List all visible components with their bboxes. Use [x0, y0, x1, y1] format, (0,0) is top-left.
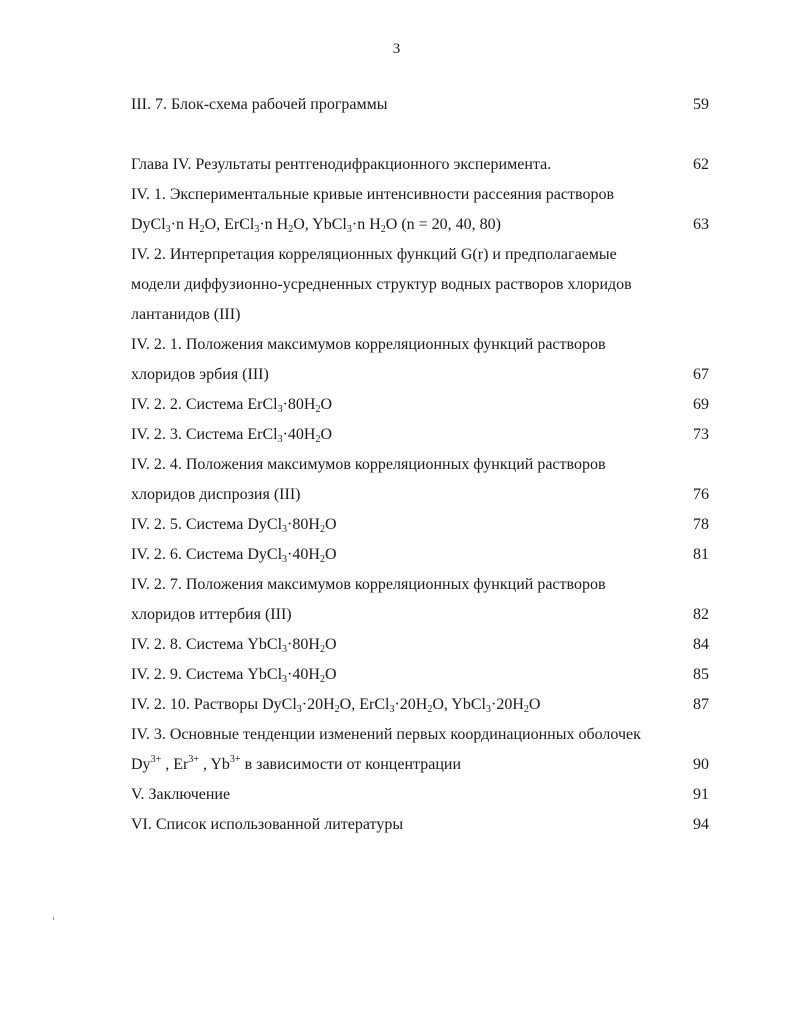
toc-entry: [131, 330, 711, 360]
toc-entry: [131, 390, 711, 420]
toc-entry-title: IV. 3. Основные тенденции изменений первых координационных оболочек: [131, 726, 641, 743]
toc-entry-page: 78: [693, 516, 709, 533]
toc-entry-title: IV. 2. 7. Положения максимумов корреляционных функций растворов: [131, 576, 606, 593]
toc-entry: [131, 300, 711, 330]
toc-entry: [131, 210, 711, 240]
toc-entry-page: 82: [693, 606, 709, 623]
toc-entry: [131, 360, 711, 390]
toc-entry: [131, 90, 711, 120]
toc-entry-title: лантанидов (III): [131, 306, 241, 323]
toc-entry-title: IV. 2. 2. Система $ErCl_3\cdot 80H_2O$: [131, 396, 333, 415]
toc-entry: [131, 750, 711, 780]
toc-entry-page: 62: [693, 156, 709, 173]
toc-entry: [131, 240, 711, 270]
toc-entry: [131, 810, 711, 840]
scan-speck: [53, 917, 54, 920]
table-of-contents: [131, 90, 711, 840]
toc-entry: [131, 480, 711, 510]
toc-entry-title: VI. Список использованной литературы: [131, 816, 404, 833]
toc-entry-title: хлоридов эрбия (III): [131, 366, 269, 383]
toc-entry-page: 87: [693, 696, 709, 713]
toc-entry-title: хлоридов иттербия (III): [131, 606, 292, 623]
toc-entry: [131, 420, 711, 450]
toc-entry-title: V. Заключение: [131, 786, 231, 803]
toc-entry: [131, 270, 711, 300]
toc-entry: [131, 600, 711, 630]
toc-entry-page: 81: [693, 546, 709, 563]
toc-entry-page: 73: [693, 426, 709, 443]
toc-entry: [131, 660, 711, 690]
toc-entry-title: III. 7. Блок-схема рабочей программы: [131, 96, 388, 113]
toc-entry-title: IV. 2. 4. Положения максимумов корреляционных функций растворов: [131, 456, 606, 473]
toc-entry-page: 91: [693, 786, 709, 803]
toc-entry-title: модели диффузионно-усредненных структур водных растворов хлоридов: [131, 276, 632, 293]
toc-entry: [131, 180, 711, 210]
toc-entry-title: IV. 2. 6. Система $DyCl_3\cdot 40H_2O$: [131, 546, 337, 565]
toc-entry-title: хлоридов диспрозия (III): [131, 486, 301, 503]
toc-entry-title: $Dy^{3+}$ , $Er^{3+}$ , $Yb^{3+}$ в зависимости от концентрации: [131, 754, 462, 773]
toc-entry: [131, 570, 711, 600]
toc-entry: [131, 540, 711, 570]
toc-entry-page: 59: [693, 96, 709, 113]
toc-entry-page: 84: [693, 636, 709, 653]
toc-entry-title: IV. 1. Экспериментальные кривые интенсивности рассеяния растворов: [131, 186, 614, 203]
toc-entry-title: IV. 2. 10. Растворы $DyCl_3\cdot 20H_2O$, $ErCl_3\cdot 20H_2O$, $YbCl_3\cdot 20H_2O$: [131, 696, 541, 715]
toc-entry: [131, 720, 711, 750]
toc-entry-page: 94: [693, 816, 709, 833]
toc-entry-title: IV. 2. 3. Система $ErCl_3\cdot 40H_2O$: [131, 426, 333, 445]
toc-entry-page: 67: [693, 366, 709, 383]
toc-entry: [131, 690, 711, 720]
toc-entry: [131, 780, 711, 810]
toc-entry: [131, 510, 711, 540]
toc-spacer: [131, 120, 711, 150]
toc-entry-title: DyCl$_3$·n $H_2O$, ErCl$_3$·n $H_2O$, YbCl$_3$·n $H_2O$ (n = 20, 40, 80): [131, 216, 501, 235]
toc-entry-page: 76: [693, 486, 709, 503]
toc-entry: [131, 150, 711, 180]
toc-entry-page: 85: [693, 666, 709, 683]
toc-entry-title: IV. 2. Интерпретация корреляционных функций G(r) и предполагаемые: [131, 246, 617, 263]
toc-entry: [131, 630, 711, 660]
toc-entry-title: IV. 2. 8. Система $YbCl_3\cdot 80H_2O$: [131, 636, 337, 655]
toc-entry-title: Глава IV. Результаты рентгенодифракционного эксперимента.: [131, 156, 552, 173]
toc-entry: [131, 450, 711, 480]
toc-entry-page: 63: [693, 216, 709, 233]
toc-entry-title: IV. 2. 5. Система $DyCl_3\cdot 80H_2O$: [131, 516, 337, 535]
toc-entry-title: IV. 2. 9. Система $YbCl_3\cdot 40H_2O$: [131, 666, 337, 685]
page-number: 3: [392, 41, 401, 57]
toc-entry-page: 90: [693, 756, 709, 773]
toc-entry-title: IV. 2. 1. Положения максимумов корреляционных функций растворов: [131, 336, 606, 353]
toc-entry-page: 69: [693, 396, 709, 413]
